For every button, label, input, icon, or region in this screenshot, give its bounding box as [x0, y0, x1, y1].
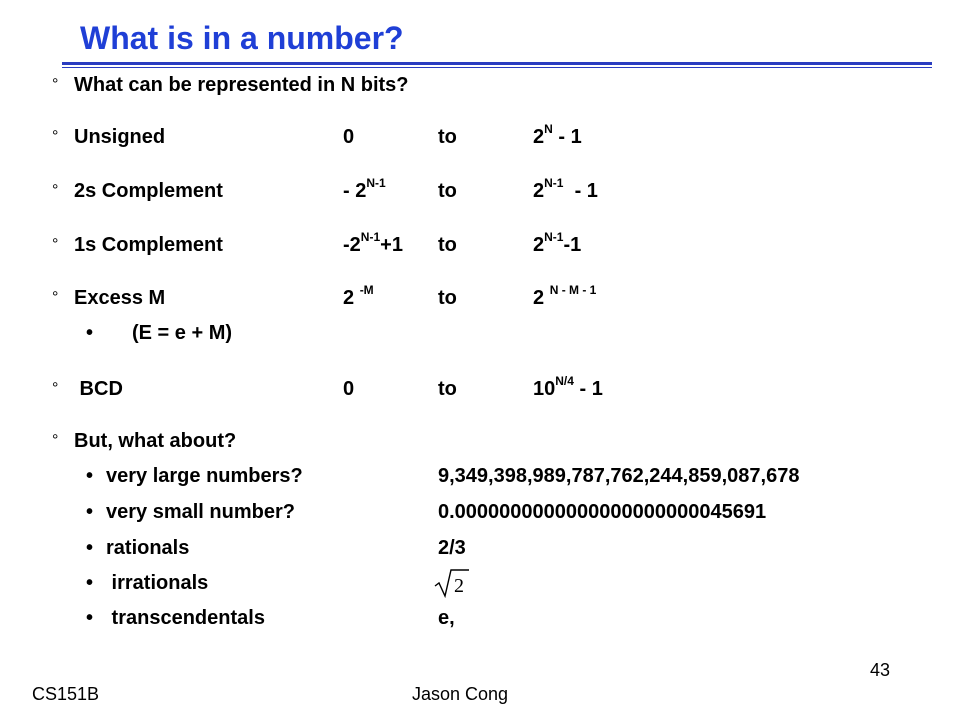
range-min: 0: [343, 126, 355, 148]
excess-note-text: (E = e + M): [132, 322, 233, 344]
range-to: to: [438, 378, 457, 400]
bullet: °: [52, 182, 59, 199]
sub-bullet: •: [86, 501, 94, 523]
sub-bullet: •: [86, 322, 94, 344]
range-to: to: [438, 287, 457, 309]
bullet: °: [52, 236, 59, 253]
page-number: 43: [870, 660, 891, 680]
but-what-text: But, what about?: [74, 430, 237, 452]
range-max: 2 $^{N - M - 1}$: [533, 283, 597, 309]
sub-bullet: •: [86, 607, 94, 629]
example-label: transcendentals: [106, 607, 265, 629]
sub-bullet: •: [86, 537, 94, 559]
range-max: $2^{N-1}-1$: [533, 230, 582, 256]
range-max: $10^{N/4} - 1$: [533, 374, 603, 400]
range-label: Excess M: [74, 287, 166, 309]
range-min: $-2^{N-1}+1$: [343, 230, 403, 256]
bullet: °: [52, 432, 59, 449]
example-value: 2/3: [438, 537, 466, 559]
bullet: °: [52, 380, 59, 397]
range-label: BCD: [74, 378, 123, 400]
question-text: What can be represented in N bits?: [74, 74, 409, 96]
example-label: very large numbers?: [106, 465, 303, 487]
example-value: 0.0000000000000000000000045691: [438, 501, 767, 523]
example-label: rationals: [106, 537, 190, 559]
example-value: e,: [438, 607, 455, 629]
title-underline-thin: [62, 67, 932, 68]
example-label: very small number?: [106, 501, 295, 523]
range-to: to: [438, 180, 457, 202]
sqrt-radicand: 2: [454, 575, 464, 597]
example-value: 9,349,398,989,787,762,244,859,087,678: [438, 465, 800, 487]
bullet: °: [52, 289, 59, 306]
sqrt-2-formula: [434, 568, 470, 598]
range-label: Unsigned: [74, 126, 166, 148]
footer-course: CS151B: [32, 684, 100, 704]
range-to: to: [438, 234, 457, 256]
sub-bullet: •: [86, 572, 94, 594]
bullet: °: [52, 128, 59, 145]
range-min: 2 $^{-M}$: [343, 283, 374, 309]
range-max: $2^N - 1$: [533, 122, 582, 148]
range-to: to: [438, 126, 457, 148]
range-min: - $2^{N-1}$: [343, 176, 386, 202]
footer-author: Jason Cong: [412, 684, 509, 704]
range-label: 1s Complement: [74, 234, 223, 256]
bullet: °: [52, 76, 59, 93]
range-min: 0: [343, 378, 355, 400]
example-label: irrationals: [106, 572, 209, 594]
title-underline: [62, 62, 932, 65]
range-max: $2^{N-1} - 1$: [533, 176, 598, 202]
slide-title: What is in a number?: [80, 20, 404, 56]
range-label: 2s Complement: [74, 180, 223, 202]
sub-bullet: •: [86, 465, 94, 487]
